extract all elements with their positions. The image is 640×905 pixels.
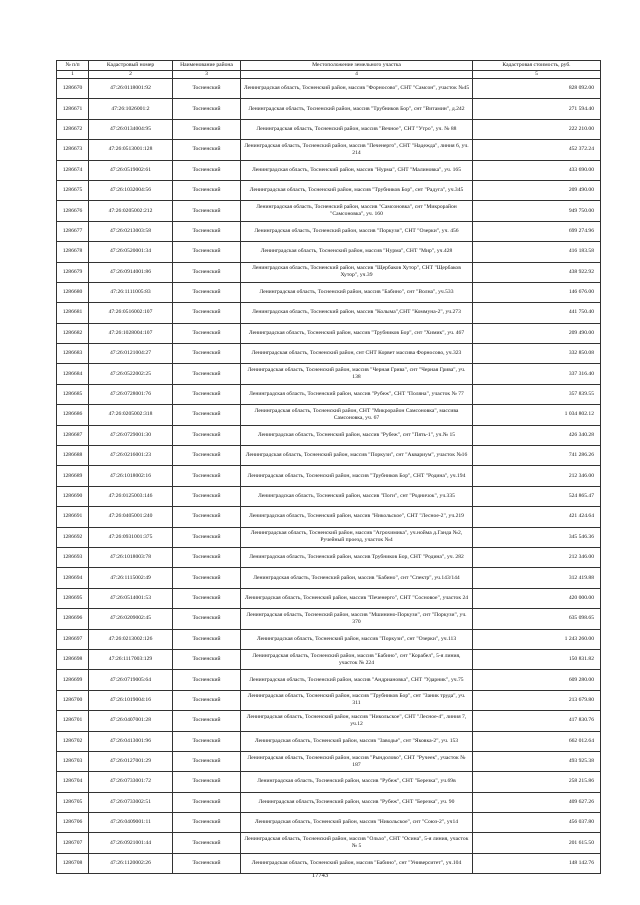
district-cell: Тосненский (173, 486, 241, 506)
table-row (57, 527, 601, 547)
cadastral-value-cell: 150 831.82 (473, 649, 601, 669)
cadastral-number-cell: 47:26:0931001:375 (89, 527, 173, 547)
cadastral-number-cell: 47:26:0407001:28 (89, 711, 173, 731)
cadastral-value-cell: 345 546.36 (473, 527, 601, 547)
location-cell: Ленинградская область, Тосненский район, массив "Щербаков Хутор", СНТ "Щербаков Хутор", уч.39 (241, 262, 473, 282)
location-cell: Ленинградская область, Тосненский район, массив "Нурма", СНТ "Малиновка", уч. 165 (241, 160, 473, 180)
table-row (57, 180, 601, 200)
table-row (57, 303, 601, 323)
cadastral-value-cell: 421 424.64 (473, 507, 601, 527)
table-row (57, 649, 601, 669)
cadastral-value-cell: 417 830.76 (473, 711, 601, 731)
cadastral-number-cell: 47:26:1018003:78 (89, 547, 173, 567)
location-cell: Ленинградская область, Тосненский район, массив "Самсоновка", снт "Микрорайон "Самсоновка", уч. 160 (241, 201, 473, 221)
cadastral-value-cell: 409 627.26 (473, 792, 601, 812)
cadastral-number-cell: 47:26:0216001:23 (89, 446, 173, 466)
cadastral-number-cell: 47:26:1120002:26 (89, 853, 173, 873)
location-cell: Ленинградская область, Тосненский район, массив "Форносово", СНТ "Самсон", участок №45 (241, 79, 473, 99)
district-cell: Тосненский (173, 303, 241, 323)
location-cell: Ленинградская область, Тосненский район, массив "Бабино", снт "Корабел", 5-я линия, участок № 224 (241, 649, 473, 669)
cadastral-number-cell: 47:26:0522002:25 (89, 364, 173, 384)
row-number-cell: 1286670 (57, 79, 89, 99)
district-cell: Тосненский (173, 772, 241, 792)
cadastral-number-cell: 47:26:1026001:2 (89, 99, 173, 119)
row-number-cell: 1286686 (57, 405, 89, 425)
cadastral-value-table (56, 60, 601, 874)
row-number-cell: 1286684 (57, 364, 89, 384)
row-number-cell: 1286701 (57, 711, 89, 731)
cadastral-number-cell: 47:26:0921001:44 (89, 833, 173, 853)
row-number-cell: 1286704 (57, 772, 89, 792)
cadastral-value-cell: 456 037.80 (473, 813, 601, 833)
row-number-cell: 1286700 (57, 690, 89, 710)
row-number-cell: 1286702 (57, 731, 89, 751)
location-cell: Ленинградская область, Тосненский район, массив "Никольское", снт "Союз-2", уч14 (241, 813, 473, 833)
location-cell: Ленинградская область, Тосненский район, массив "Рубеж", снт "Пять-1", уч.№ 15 (241, 425, 473, 445)
cadastral-value-cell: 357 839.55 (473, 384, 601, 404)
district-cell: Тосненский (173, 547, 241, 567)
table-row (57, 731, 601, 751)
cadastral-number-cell: 47:26:0413001:96 (89, 731, 173, 751)
location-cell: Ленинградская область, Тосненский район, массив "Ольхо", СНТ "Осина", 5-я линия, участок № 5 (241, 833, 473, 853)
cadastral-value-cell: 222 210.00 (473, 119, 601, 139)
cadastral-number-cell: 47:26:1019004:16 (89, 690, 173, 710)
district-cell: Тосненский (173, 405, 241, 425)
district-cell: Тосненский (173, 282, 241, 302)
row-number-cell: 1286697 (57, 629, 89, 649)
cadastral-number-cell: 47:26:0719005:64 (89, 670, 173, 690)
row-number-cell: 1286698 (57, 649, 89, 669)
cadastral-value-cell: 420 000.00 (473, 588, 601, 608)
header-cell-location: Местоположение земельного участка (241, 61, 473, 71)
district-cell: Тосненский (173, 221, 241, 241)
cadastral-value-cell: 493 925.38 (473, 751, 601, 771)
location-cell: Ленинградская область, Тосненский район, массив "Колыма",СНТ "Коммуна-2", уч.273 (241, 303, 473, 323)
cadastral-number-cell: 47:26:0728001:76 (89, 384, 173, 404)
location-cell: Ленинградская область, Тосненский район, массив "Поги", снт "Родничок", уч.335 (241, 486, 473, 506)
location-cell: Ленинградская область, Тосненский район, массив "Трубников Бор", снт "Заник труда", уч. 311 (241, 690, 473, 710)
row-number-cell: 1286676 (57, 201, 89, 221)
district-cell: Тосненский (173, 160, 241, 180)
cadastral-value-cell: 699 274.96 (473, 221, 601, 241)
table-row (57, 384, 601, 404)
table-row (57, 446, 601, 466)
cadastral-value-cell: 271 594.40 (473, 99, 601, 119)
column-index-cell: 2 (89, 71, 173, 79)
column-index-cell: 5 (473, 71, 601, 79)
table-body (57, 79, 601, 874)
location-cell: Ленинградская область, Тосненский район, массив "Поркузи", снт "Аквариум", участок №16 (241, 446, 473, 466)
district-cell: Тосненский (173, 507, 241, 527)
table-row (57, 813, 601, 833)
cadastral-table-container (56, 60, 600, 874)
cadastral-value-cell: 1 034 802.12 (473, 405, 601, 425)
district-cell: Тосненский (173, 792, 241, 812)
cadastral-number-cell: 47:26:0405001:240 (89, 507, 173, 527)
district-cell: Тосненский (173, 425, 241, 445)
location-cell: Ленинградская область, Тосненский район, массив "Нурма", СНТ "Мир", уч.428 (241, 242, 473, 262)
district-cell: Тосненский (173, 629, 241, 649)
district-cell: Тосненский (173, 344, 241, 364)
cadastral-value-cell: 209 490.00 (473, 323, 601, 343)
cadastral-number-cell: 47:26:0519002:61 (89, 160, 173, 180)
district-cell: Тосненский (173, 99, 241, 119)
row-number-cell: 1286707 (57, 833, 89, 853)
cadastral-number-cell: 47:26:0409001:11 (89, 813, 173, 833)
cadastral-number-cell: 47:26:0134004:95 (89, 119, 173, 139)
cadastral-number-cell: 47:26:0516002:107 (89, 303, 173, 323)
cadastral-value-cell: 258 215.86 (473, 772, 601, 792)
cadastral-value-cell: 212 346.00 (473, 466, 601, 486)
page-number: 17743 (311, 872, 329, 879)
location-cell: Ленинградская область, Тосненский район, массив "Печенерго", СНТ "Надежда", линия 6, уч. 214 (241, 140, 473, 160)
district-cell: Тосненский (173, 813, 241, 833)
cadastral-number-cell: 47:26:0520001:34 (89, 242, 173, 262)
row-number-cell: 1286685 (57, 384, 89, 404)
location-cell: Ленинградская область, Тосненский район, массив "Мшинино-Поркузи", снт "Поркузи", уч. 370 (241, 609, 473, 629)
row-number-cell: 1286682 (57, 323, 89, 343)
row-number-cell: 1286673 (57, 140, 89, 160)
location-cell: Ленинградская область, Тосненский район, массив "Рубеж", СНТ "Поляна", участок № 77 (241, 384, 473, 404)
table-row (57, 670, 601, 690)
table-row (57, 547, 601, 567)
location-cell: Ленинградская область, Тосненский район, массив "Трубников Бор", СНТ "Родина", уч.194 (241, 466, 473, 486)
location-cell: Ленинградская область, Тосненский район, массив "Поркузи", СНТ "Озерки", уч. 456 (241, 221, 473, 241)
column-index-cell: 1 (57, 71, 89, 79)
row-number-cell: 1286680 (57, 282, 89, 302)
cadastral-value-cell: 949 750.00 (473, 201, 601, 221)
cadastral-number-cell: 47:26:0733001:72 (89, 772, 173, 792)
location-cell: Ленинградская область, Тосненский район, массив "Черная Грива", снт "Черная Грива", уч. 138 (241, 364, 473, 384)
location-cell: Ленинградская область, Тосненский район, снт СНТ Корвет массива Форносово, уч.323 (241, 344, 473, 364)
row-number-cell: 1286706 (57, 813, 89, 833)
table-row (57, 588, 601, 608)
cadastral-value-cell: 524 865.47 (473, 486, 601, 506)
location-cell: Ленинградская область, Тосненский район, массив "Бабино", снт "Волна", уч.533 (241, 282, 473, 302)
district-cell: Тосненский (173, 119, 241, 139)
district-cell: Тосненский (173, 262, 241, 282)
table-row (57, 568, 601, 588)
district-cell: Тосненский (173, 201, 241, 221)
row-number-cell: 1286699 (57, 670, 89, 690)
row-number-cell: 1286695 (57, 588, 89, 608)
location-cell: Ленинградская область, Тосненский район, массив "Печенерго", СНТ "Сосновое", участок 24 (241, 588, 473, 608)
row-number-cell: 1286677 (57, 221, 89, 241)
table-row (57, 282, 601, 302)
table-row (57, 140, 601, 160)
location-cell: Ленинградская область, Тосненский район, массив "Трубников Бор", снт "Радуга", уч.345 (241, 180, 473, 200)
location-cell: Ленинградская область, Тосненский район, массив "Трубников Бор", снт "Витамин", д.242 (241, 99, 473, 119)
district-cell: Тосненский (173, 833, 241, 853)
location-cell: Ленинградская область, Тосненский район, массив "Трубников Бор", снт "Химик", уч. 467 (241, 323, 473, 343)
cadastral-value-cell: 441 750.40 (473, 303, 601, 323)
row-number-cell: 1286683 (57, 344, 89, 364)
table-row (57, 792, 601, 812)
cadastral-number-cell: 47:26:0729001:30 (89, 425, 173, 445)
cadastral-number-cell: 47:26:1028004:107 (89, 323, 173, 343)
row-number-cell: 1286689 (57, 466, 89, 486)
cadastral-value-cell: 452 372.24 (473, 140, 601, 160)
cadastral-value-cell: 426 340.28 (473, 425, 601, 445)
table-row (57, 833, 601, 853)
cadastral-value-cell: 741 286.26 (473, 446, 601, 466)
table-row (57, 364, 601, 384)
district-cell: Тосненский (173, 384, 241, 404)
table-row (57, 221, 601, 241)
table-row (57, 323, 601, 343)
district-cell: Тосненский (173, 731, 241, 751)
row-number-cell: 1286678 (57, 242, 89, 262)
cadastral-value-cell: 148 142.76 (473, 853, 601, 873)
table-row (57, 119, 601, 139)
district-cell: Тосненский (173, 690, 241, 710)
row-number-cell: 1286692 (57, 527, 89, 547)
table-row (57, 425, 601, 445)
cadastral-value-cell: 146 676.00 (473, 282, 601, 302)
cadastral-value-cell: 662 012.64 (473, 731, 601, 751)
row-number-cell: 1286688 (57, 446, 89, 466)
column-index-cell: 3 (173, 71, 241, 79)
cadastral-value-cell: 1 243 260.00 (473, 629, 601, 649)
cadastral-value-cell: 438 922.92 (473, 262, 601, 282)
cadastral-number-cell: 47:26:0127001:29 (89, 751, 173, 771)
cadastral-value-cell: 609 280.00 (473, 670, 601, 690)
table-row (57, 711, 601, 731)
cadastral-value-cell: 433 690.00 (473, 160, 601, 180)
cadastral-value-cell: 337 316.40 (473, 364, 601, 384)
row-number-cell: 1286705 (57, 792, 89, 812)
district-cell: Тосненский (173, 588, 241, 608)
row-number-cell: 1286687 (57, 425, 89, 445)
district-cell: Тосненский (173, 180, 241, 200)
table-row (57, 466, 601, 486)
row-number-cell: 1286671 (57, 99, 89, 119)
table-row (57, 79, 601, 99)
cadastral-value-cell: 312 419.88 (473, 568, 601, 588)
district-cell: Тосненский (173, 670, 241, 690)
cadastral-value-cell: 332 850.08 (473, 344, 601, 364)
cadastral-number-cell: 47:26:1115002:49 (89, 568, 173, 588)
row-number-cell: 1286675 (57, 180, 89, 200)
district-cell: Тосненский (173, 711, 241, 731)
district-cell: Тосненский (173, 140, 241, 160)
table-row (57, 242, 601, 262)
location-cell: Ленинградская область, Тосненский район, массив "Рындолово", СНТ "Ручеек", участок № 187 (241, 751, 473, 771)
location-cell: Ленинградская область, Тосненский район, массив "Бабино", снт "Спектр", уч.143/144 (241, 568, 473, 588)
location-cell: Ленинградская область, Тосненский район, массив "Никольское", СНТ "Лесное-2", уч.219 (241, 507, 473, 527)
cadastral-number-cell: 47:26:0213003:58 (89, 221, 173, 241)
location-cell: Ленинградская область, Тосненский район, массив "Агрохимика", уч.нойма д.Ганда №2, Ручейный проезд, участок №4 (241, 527, 473, 547)
location-cell: Ленинградская область,Тосненский район, массив "Рубеж", СНТ "Березка", уч. 90 (241, 792, 473, 812)
location-cell: Ленинградская область, Тосненский район, массив "Вечное", СНТ "Утро", уч. № 88 (241, 119, 473, 139)
header-cell-cadastral-value: Кадастровая стоимость, руб. (473, 61, 601, 71)
column-index-row (57, 71, 601, 79)
column-index-cell: 4 (241, 71, 473, 79)
district-cell: Тосненский (173, 323, 241, 343)
table-row (57, 405, 601, 425)
cadastral-number-cell: 47:26:1111005:83 (89, 282, 173, 302)
location-cell: Ленинградская область, Тосненский район, СНТ "Микрорайон Самсоновка", массива Самсоновка, уч. 67 (241, 405, 473, 425)
table-row (57, 853, 601, 873)
location-cell: Ленинградская область, Тосненский район, массив "Андриановка", СНТ "Ударник", уч.75 (241, 670, 473, 690)
district-cell: Тосненский (173, 751, 241, 771)
row-number-cell: 1286696 (57, 609, 89, 629)
cadastral-value-cell: 635 098.65 (473, 609, 601, 629)
row-number-cell: 1286693 (57, 547, 89, 567)
location-cell: Ленинградская область, Тосненский район, массив "Никольское", СНТ "Лесное-4", линия 7, уч.12 (241, 711, 473, 731)
table-row (57, 486, 601, 506)
cadastral-number-cell: 47:26:0118001:92 (89, 79, 173, 99)
row-number-cell: 1286691 (57, 507, 89, 527)
table-row (57, 201, 601, 221)
location-cell: Ленинградская область, Тосненский район, массив "Заводье", снт "Яковка-2", уч. 153 (241, 731, 473, 751)
district-cell: Тосненский (173, 853, 241, 873)
cadastral-number-cell: 47:26:1032004:56 (89, 180, 173, 200)
table-row (57, 160, 601, 180)
cadastral-number-cell: 47:26:0914001:86 (89, 262, 173, 282)
district-cell: Тосненский (173, 466, 241, 486)
cadastral-number-cell: 47:26:0125003:146 (89, 486, 173, 506)
cadastral-number-cell: 47:26:1018002:16 (89, 466, 173, 486)
table-row (57, 772, 601, 792)
location-cell: Ленинградская область, Тосненский район, массив "Рубеж", СНТ "Березка", уч.69в (241, 772, 473, 792)
cadastral-number-cell: 47:26:0205002:212 (89, 201, 173, 221)
district-cell: Тосненский (173, 609, 241, 629)
cadastral-value-cell: 209 490.00 (473, 180, 601, 200)
cadastral-number-cell: 47:26:0733002:51 (89, 792, 173, 812)
table-row (57, 344, 601, 364)
row-number-cell: 1286708 (57, 853, 89, 873)
cadastral-number-cell: 47:26:0213002:126 (89, 629, 173, 649)
cadastral-number-cell: 47:26:0513001:128 (89, 140, 173, 160)
cadastral-number-cell: 47:26:0205002:318 (89, 405, 173, 425)
cadastral-number-cell: 47:26:0514001:53 (89, 588, 173, 608)
header-cell-number: № п/п (57, 61, 89, 71)
header-row (57, 61, 601, 71)
district-cell: Тосненский (173, 446, 241, 466)
cadastral-number-cell: 47:26:0209002:45 (89, 609, 173, 629)
row-number-cell: 1286672 (57, 119, 89, 139)
table-row (57, 507, 601, 527)
table-row (57, 99, 601, 119)
row-number-cell: 1286674 (57, 160, 89, 180)
cadastral-value-cell: 213 679.80 (473, 690, 601, 710)
cadastral-value-cell: 212 346.00 (473, 547, 601, 567)
table-row (57, 262, 601, 282)
row-number-cell: 1286690 (57, 486, 89, 506)
row-number-cell: 1286681 (57, 303, 89, 323)
cadastral-number-cell: 47:26:0121004:27 (89, 344, 173, 364)
district-cell: Тосненский (173, 649, 241, 669)
cadastral-value-cell: 828 092.00 (473, 79, 601, 99)
table-row (57, 690, 601, 710)
location-cell: Ленинградская область, Тосненский район, массив Трубников Бор, СНТ "Родина", уч. 282 (241, 547, 473, 567)
district-cell: Тосненский (173, 242, 241, 262)
cadastral-number-cell: 47:26:1117003:129 (89, 649, 173, 669)
row-number-cell: 1286703 (57, 751, 89, 771)
district-cell: Тосненский (173, 568, 241, 588)
district-cell: Тосненский (173, 79, 241, 99)
table-row (57, 751, 601, 771)
row-number-cell: 1286679 (57, 262, 89, 282)
district-cell: Тосненский (173, 364, 241, 384)
cadastral-value-cell: 416 183.58 (473, 242, 601, 262)
cadastral-value-cell: 201 615.50 (473, 833, 601, 853)
header-cell-cadastral-number: Кадастровый номер (89, 61, 173, 71)
table-row (57, 609, 601, 629)
header-cell-district: Наименование района (173, 61, 241, 71)
location-cell: Ленинградская область, Тосненский район, массив "Поркузи", снт "Озерки", уч.113 (241, 629, 473, 649)
row-number-cell: 1286694 (57, 568, 89, 588)
table-row (57, 629, 601, 649)
location-cell: Ленинградская область, Тосненский район, массив "Бабино", снт "Университет", уч.104 (241, 853, 473, 873)
district-cell: Тосненский (173, 527, 241, 547)
